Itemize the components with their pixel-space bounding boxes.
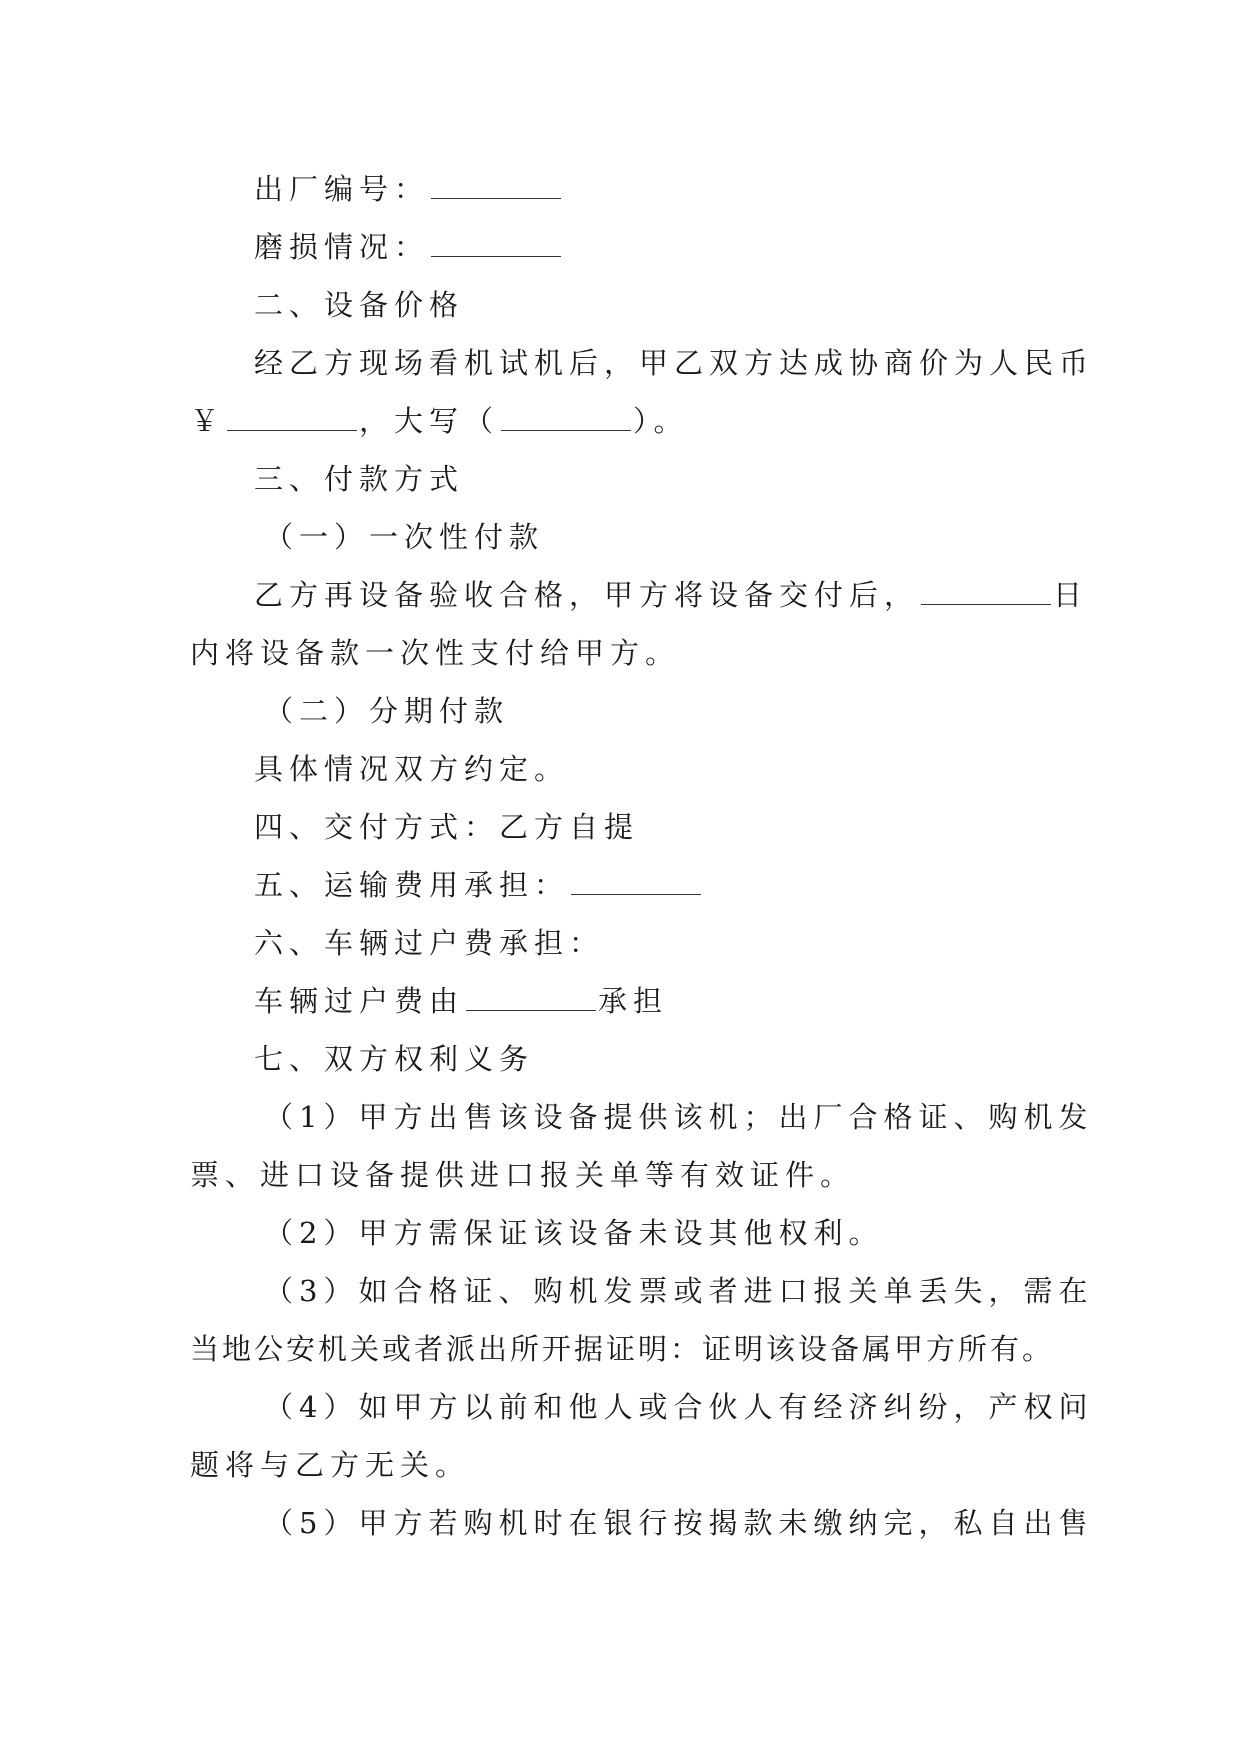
section-heading-delivery: 四、交付方式：乙方自提 [254, 810, 640, 844]
yuan-sign: ￥ [190, 404, 226, 438]
payment-option-2: （二）分期付款 [264, 694, 510, 728]
transport-label: 五、运输费用承担： [254, 868, 570, 902]
section-heading-transfer-fee: 六、车辆过户费承担： [254, 926, 605, 960]
factory-number-line [190, 160, 1060, 218]
payment-option-1: （一）一次性付款 [264, 520, 545, 554]
factory-number-blank [431, 178, 561, 199]
transport-blank [571, 874, 701, 895]
transfer-fee-blank [466, 990, 596, 1011]
wear-condition-line [190, 218, 1060, 276]
transfer-fee-end: 承担 [598, 984, 669, 1018]
section-heading-transport [190, 856, 1060, 914]
payment-days-blank [921, 584, 1051, 605]
payment-1-paragraph-line-1 [190, 566, 1089, 624]
right-2: （2）甲方需保证该设备未设其他权利。 [264, 1216, 884, 1250]
right-4-line-2: 题将与乙方无关。 [190, 1448, 471, 1482]
right-1-line-1: （1）甲方出售该设备提供该机；出厂合格证、购机发 [264, 1100, 1094, 1134]
section-heading-payment: 三、付款方式 [254, 462, 465, 496]
section-heading-rights: 七、双方权利义务 [254, 1042, 535, 1076]
wear-condition-blank [431, 236, 561, 257]
right-4-line-1: （4）如甲方以前和他人或合伙人有经济纠纷，产权问 [264, 1390, 1094, 1424]
payment-2-paragraph: 具体情况双方约定。 [254, 752, 570, 786]
price-paragraph-line-2 [190, 392, 1060, 450]
payment-1-text: 乙方再设备验收合格，甲方将设备交付后， [254, 578, 920, 612]
payment-days-unit: 日 [1053, 578, 1089, 612]
document-body [190, 160, 1095, 1552]
payment-1-paragraph-line-2: 内将设备款一次性支付给甲方。 [190, 636, 681, 670]
transfer-fee-text: 车辆过户费由 [254, 984, 465, 1018]
price-close: ）。 [633, 404, 689, 438]
right-3-line-2: 当地公安机关或者派出所开据证明：证明该设备属甲方所有。 [190, 1332, 1055, 1366]
section-heading-price: 二、设备价格 [254, 288, 465, 322]
wear-condition-label: 磨损情况： [254, 230, 430, 264]
right-3-line-1: （3）如合格证、购机发票或者进口报关单丢失，需在 [264, 1274, 1094, 1308]
price-uppercase-label: ，大写（ [359, 404, 500, 438]
right-1-line-2: 票、进口设备提供进口报关单等有效证件。 [190, 1158, 856, 1192]
factory-number-label: 出厂编号： [254, 172, 430, 206]
right-5-line-1: （5）甲方若购机时在银行按揭款未缴纳完，私自出售 [264, 1506, 1094, 1540]
price-uppercase-blank [501, 410, 631, 431]
price-number-blank [227, 410, 357, 431]
transfer-fee-paragraph [190, 972, 1060, 1030]
price-paragraph-line-1: 经乙方现场看机试机后，甲乙双方达成协商价为人民币 [254, 346, 1095, 380]
